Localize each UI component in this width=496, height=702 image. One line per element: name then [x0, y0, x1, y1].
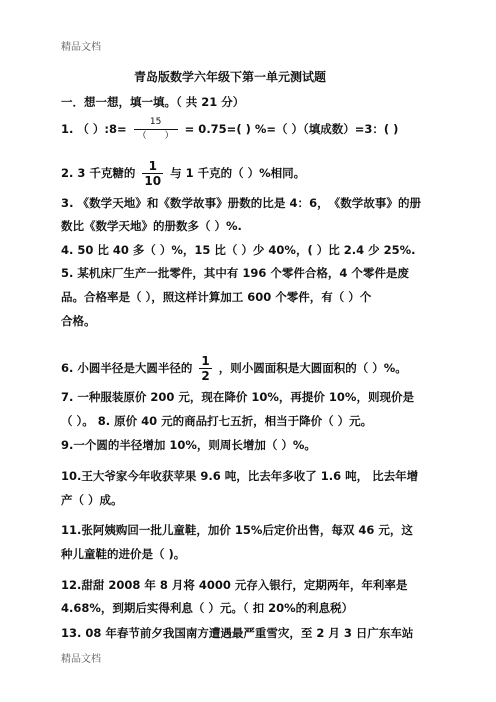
question-11-line-1: 11.张阿姨购回一批儿童鞋，加价 15%后定价出售，每双 46 元，这 [61, 523, 413, 537]
question-5-line-3: 合格。 [61, 314, 96, 328]
fraction-numerator: 1 [142, 160, 163, 174]
question-5-line-2: 品。合格率是（ ），照这样计算加工 600 个零件，有（ ）个 [61, 290, 372, 304]
question-9: 9.一个圆的半径增加 10%，则周长增加（ ）%。 [61, 438, 316, 452]
question-7-line-2: （ ）。 8. 原价 40 元的商品打七五折，相当于降价（ ）元。 [61, 414, 373, 428]
fraction-denominator: 2 [201, 369, 210, 383]
question-4: 4. 50 比 40 多（ ）%，15 比（ ）少 40%，( ）比 2.4 少 25%. [61, 243, 416, 257]
question-6 [61, 355, 407, 382]
question-1-fraction [134, 118, 178, 141]
question-6-text-a: 6. 小圆半径是大圆半径的 [61, 361, 193, 375]
page-title: 青岛版数学六年级下第一单元测试题 [133, 70, 326, 84]
question-5-line-1: 5. 某机床厂生产一批零件，其中有 196 个零件合格，4 个零件是废 [61, 266, 409, 280]
fraction-numerator: 1 [201, 354, 210, 368]
question-2 [61, 160, 305, 187]
question-6-fraction [199, 355, 211, 382]
question-1 [61, 118, 398, 141]
fraction-denominator: （ ） [137, 131, 174, 141]
fraction-numerator: 15 [134, 118, 178, 130]
question-10-line-2: 产（ ）成。 [61, 493, 123, 507]
question-3-line-1: 3 . 《 数 学 天 地 》 和 《 数 学 故 事 》 册 数 的 比 是 4 ： 6 ， 《 数 学 故 事 》 的 册 [61, 196, 421, 210]
question-2-text-a: 2. 3 千克糖的 [61, 166, 136, 180]
question-2-text-b: 与 1 千克的（ ）%相同。 [170, 166, 306, 180]
question-7-line-1: 7. 一种服装原价 200 元，现在降价 10%，再提价 10%，则现价是 [61, 390, 414, 404]
question-12-line-1: 12.甜甜 2008 年 8 月将 4000 元存入银行，定期两年，年利率是 [61, 578, 408, 592]
question-1-text-a: 1. （ ）:8= [61, 122, 127, 136]
section-heading: 一．想一想，填一填。（ 共 21 分） [61, 95, 245, 109]
question-13-line-1: 13. 08 年春节前夕我国南方遭遇最严重雪灾，至 2 月 3 日广东车站 [61, 626, 414, 640]
question-11-line-2: 种儿童鞋的进价是（ )。 [61, 547, 186, 561]
question-3-line-2: 数比《数学天地》的册数多（ ）%. [61, 219, 242, 233]
question-6-text-b: ，则小圆面积是大圆面积的（ ）%。 [218, 361, 407, 375]
question-1-text-b: = 0.75=( ) %=（ ）（填成数）=3：( ) [184, 122, 399, 136]
question-12-line-2: 4.68%，到期后实得利息（ ）元。（ 扣 20%的利息税） [61, 601, 354, 615]
question-2-fraction [142, 160, 163, 187]
fraction-denominator: 10 [144, 174, 162, 188]
page-header: 精品文档 [61, 42, 101, 53]
question-10-line-1: 10.王大爷家今年收获苹果 9.6 吨，比去年多收了 1.6 吨， 比去年增 [61, 469, 419, 483]
page-footer: 精品文档 [61, 654, 101, 665]
